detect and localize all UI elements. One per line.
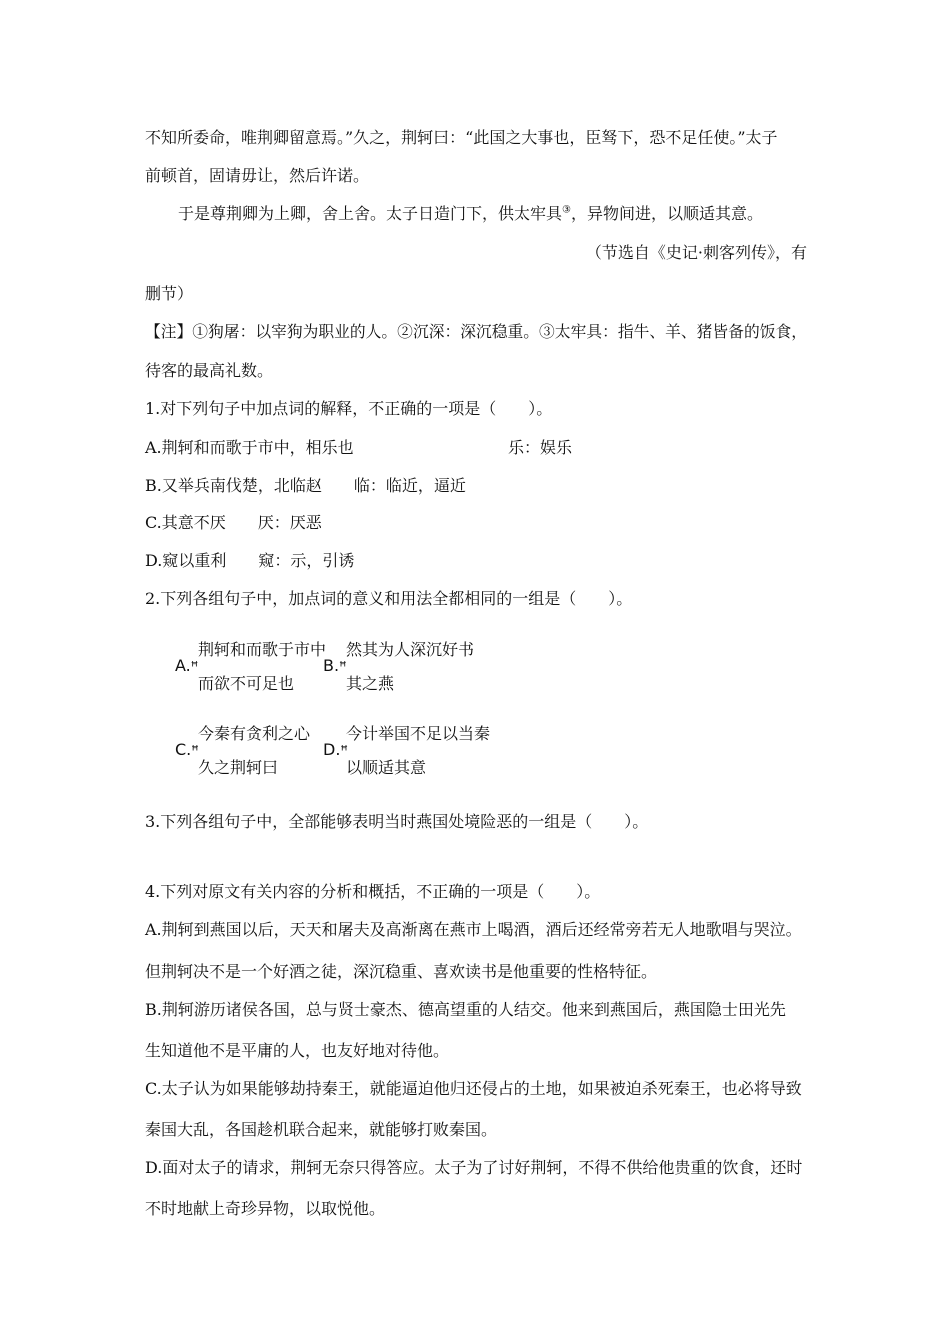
passage-line: 于是尊荆卿为上卿，舍上舍。太子日造门下，供太牢具③，异物间进，以顺适其意。 xyxy=(178,204,763,223)
question-stem: 3.下列各组句子中，全部能够表明当时燕国处境险恶的一组是（ ）。 xyxy=(145,812,649,831)
q4-option-a-cont: 但荆轲决不是一个好酒之徒，深沉稳重、喜欢读书是他重要的性格特征。 xyxy=(145,962,658,981)
q2-option-c-line2: 久之荆轲曰 xyxy=(198,758,279,777)
q4-option-c-cont: 秦国大乱，各国趁机联合起来，就能够打败秦国。 xyxy=(145,1120,498,1139)
q4-option-d-cont: 不时地献上奇珍异物，以取悦他。 xyxy=(145,1199,386,1218)
q2-option-c-line1: 今秦有贪利之心 xyxy=(198,724,311,743)
q4-option-c: C.太子认为如果能够劫持秦王，就能逼迫他归还侵占的土地，如果被迫杀死秦王，也必将导致 xyxy=(145,1079,802,1098)
passage-line: 前顿首，固请毋让，然后许诺。 xyxy=(145,166,370,185)
question-stem: 2.下列各组句子中，加点词的意义和用法全都相同的一组是（ ）。 xyxy=(145,589,633,608)
footnote-line: 【注】①狗屠：以宰狗为职业的人。②沉深：深沉稳重。③太牢具：指牛、羊、猪皆备的饭食， xyxy=(145,322,808,341)
q4-option-b: B.荆轲游历诸侯各国，总与贤士豪杰、德高望重的人结交。他来到燕国后，燕国隐士田光先 xyxy=(145,1000,786,1019)
q4-option-d: D.面对太子的请求，荆轲无奈只得答应。太子为了讨好荆轲，不得不供给他贵重的饮食，还时 xyxy=(145,1158,803,1177)
q2-option-d-line2: 以顺适其意 xyxy=(346,758,427,777)
source-citation: 删节） xyxy=(145,284,194,303)
q4-option-b-cont: 生知道他不是平庸的人，也友好地对待他。 xyxy=(145,1041,450,1060)
q4-option-a: A.荆轲到燕国以后，天天和屠夫及高渐离在燕市上喝酒，酒后还经常旁若无人地歌唱与哭泣。 xyxy=(145,920,802,939)
footnote-line: 待客的最高礼数。 xyxy=(145,361,274,380)
q2-option-b-line1: 然其为人深沉好书 xyxy=(346,640,475,659)
q2-option-a-line1: 荆轲和而歌于市中 xyxy=(198,640,327,659)
q2-option-b-label: B.ꟸ xyxy=(323,656,347,675)
question-stem: 4.下列对原文有关内容的分析和概括，不正确的一项是（ ）。 xyxy=(145,882,601,901)
q1-option-d: D.窥以重利 窥：示，引诱 xyxy=(145,551,355,570)
q2-option-a-label: A.ꟸ xyxy=(175,656,199,675)
question-stem: 1.对下列句子中加点词的解释，不正确的一项是（ ）。 xyxy=(145,399,553,418)
q1-option-b: B.又举兵南伐楚，北临赵 临：临近，逼近 xyxy=(145,476,466,495)
q1-option-a: A.荆轲和而歌于市中，相乐也 乐：娱乐 xyxy=(145,438,573,457)
q2-option-d-line1: 今计举国不足以当秦 xyxy=(346,724,491,743)
note-marker: ③ xyxy=(562,204,571,216)
q2-option-b-line2: 其之燕 xyxy=(346,674,395,693)
q2-option-c-label: C.ꟸ xyxy=(175,740,199,759)
q1-option-c: C.其意不厌 厌：厌恶 xyxy=(145,513,322,532)
q2-option-a-line2: 而欲不可足也 xyxy=(198,674,295,693)
source-citation: （节选自《史记·刺客列传》，有 xyxy=(585,243,807,262)
q2-option-d-label: D.ꟸ xyxy=(323,740,348,759)
passage-line: 不知所委命，唯荆卿留意焉。”久之，荆轲曰：“此国之大事也，臣驽下，恐不足任使。”太子 xyxy=(145,128,778,147)
